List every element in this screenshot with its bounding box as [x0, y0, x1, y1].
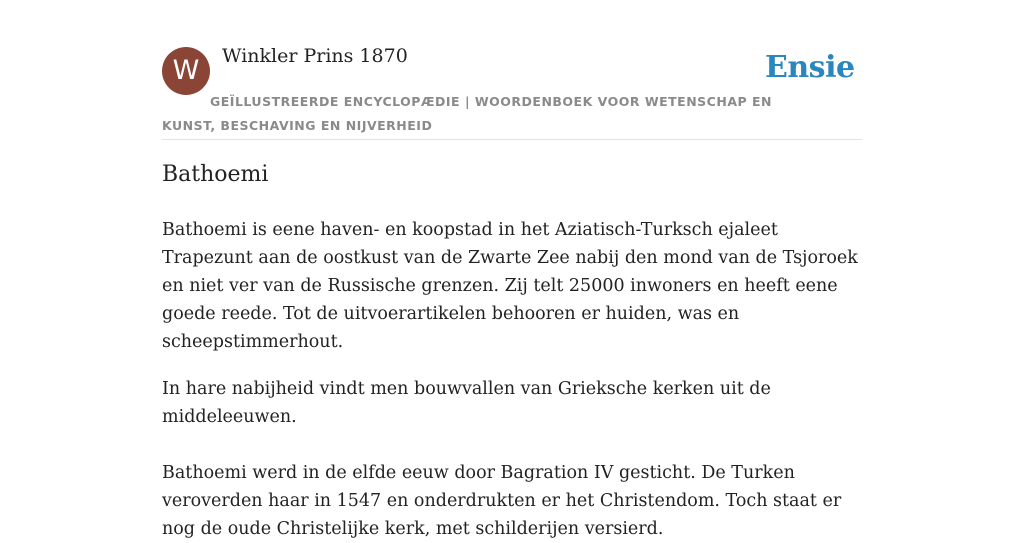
- article-title: Bathoemi: [162, 162, 269, 187]
- article-paragraph: In hare nabijheid vindt men bouwvallen van Grieksche kerken uit de middeleeuwen.: [162, 379, 771, 427]
- source-avatar[interactable]: W: [162, 47, 210, 95]
- article-paragraph: Bathoemi werd in de elfde eeuw door Bagration IV gesticht. De Turken veroverden haar in 1547 en onderdrukten er het Christendom. Toch staat er nog de oude Christelijke kerk, met schilderijen versierd.: [162, 463, 842, 539]
- article-paragraph: Bathoemi is eene haven- en koopstad in het Aziatisch-Turksch ejaleet Trapezunt aan de oostkust van de Zwarte Zee nabij den mond van de Tsjoroek en niet ver van de Russische grenzen. Zij telt 25000 inwoners en heeft eene goede reede. Tot de uitvoerartikelen behooren er huiden, was en scheepstimmerhout.: [162, 220, 858, 352]
- header-divider: [162, 139, 862, 140]
- article-body: [162, 216, 862, 543]
- brand-logo[interactable]: Ensie: [765, 50, 855, 85]
- source-title[interactable]: Winkler Prins 1870: [222, 45, 408, 67]
- source-subtitle: GEÏLLUSTREERDE ENCYCLOPÆDIE | WOORDENBOEK VOOR WETENSCHAP EN KUNST, BESCHAVING EN NIJVERHEID: [162, 94, 773, 133]
